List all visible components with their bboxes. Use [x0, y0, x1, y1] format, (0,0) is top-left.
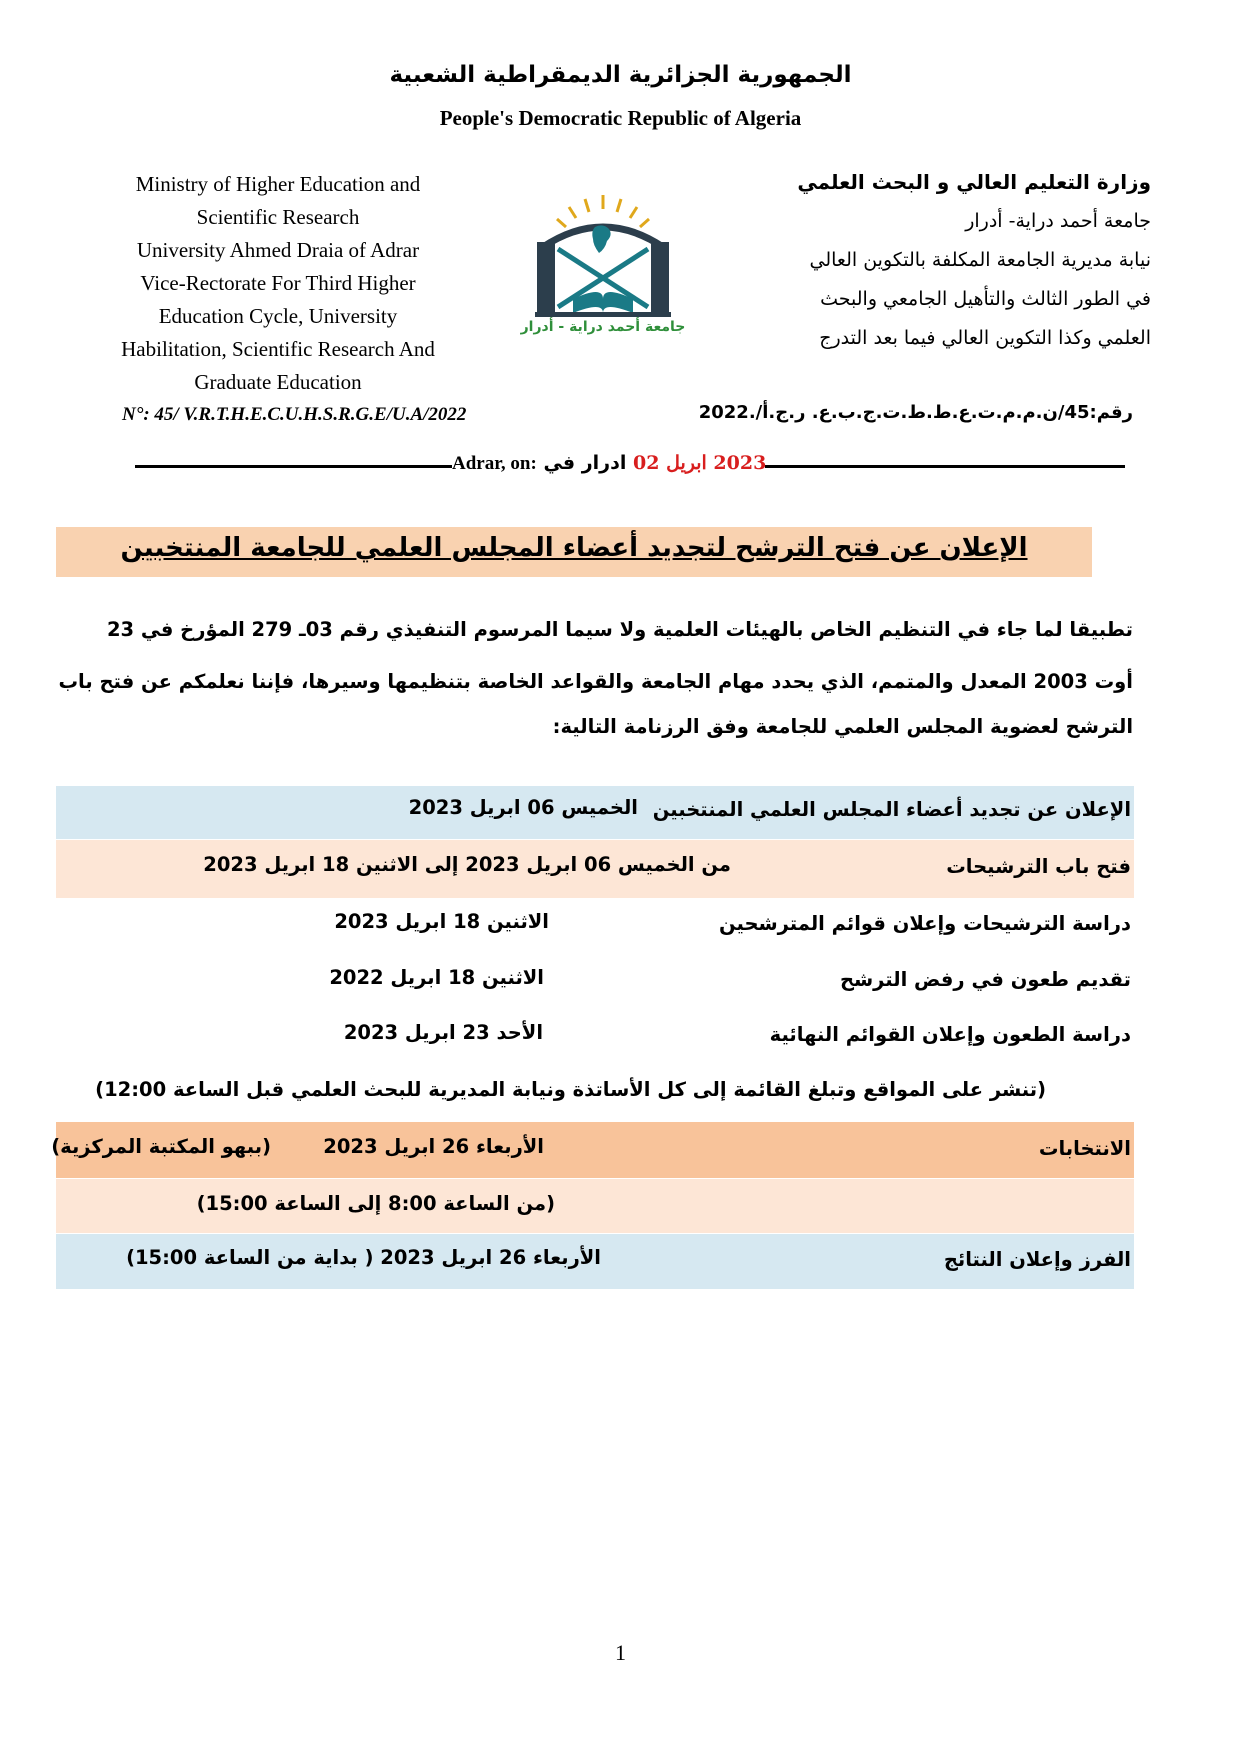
page-number: 1: [615, 1640, 626, 1665]
arabic-line: جامعة أحمد دراية- أدرار: [965, 210, 1151, 232]
intro-paragraph-line: الترشح لعضوية المجلس العلمي للجامعة وفق الرزنامة التالية:: [552, 715, 1133, 738]
date-suffix: ادرار في: [543, 452, 627, 474]
announcement-title: الإعلان عن فتح الترشح لتجديد أعضاء المجلس العلمي للجامعة المنتخبين: [120, 533, 1028, 563]
schedule-date: الأحد 23 ابريل 2023: [343, 1021, 543, 1044]
arabic-ministry-block: [721, 163, 1151, 358]
divider-left: [135, 465, 452, 468]
elections-hours: (من الساعة 8:00 إلى الساعة 15:00): [196, 1192, 555, 1215]
schedule-label: دراسة الطعون وإعلان القوائم النهائية: [769, 1023, 1131, 1046]
english-line: Graduate Education: [194, 370, 362, 394]
english-line: Education Cycle, University: [158, 304, 398, 328]
arabic-state-title: الجمهورية الجزائرية الديمقراطية الشعبية: [389, 62, 852, 88]
arabic-line: العلمي وكذا التكوين العالي فيما بعد التدرج: [819, 327, 1151, 349]
english-line: Ministry of Higher Education and: [135, 172, 421, 196]
english-ministry-block: [78, 168, 478, 399]
arabic-line: في الطور الثالث والتأهيل الجامعي والبحث: [820, 288, 1151, 310]
results-label: الفرز وإعلان النتائج: [943, 1248, 1131, 1271]
arabic-line: وزارة التعليم العالي و البحث العلمي: [797, 170, 1151, 194]
reference-number-english: N°: 45/ V.R.T.H.E.C.U.H.S.R.G.E/U.A/2022: [122, 404, 467, 425]
english-line: University Ahmed Draia of Adrar: [136, 238, 420, 262]
schedule-label: دراسة الترشيحات وإعلان قوائم المترشحين: [718, 912, 1131, 935]
english-line: Scientific Research: [196, 205, 360, 229]
publication-note: (تنشر على المواقع وتبلغ القائمة إلى كل الأساتذة ونيابة المديرية للبحث العلمي قبل الساعة 12:00): [95, 1078, 1046, 1101]
elections-label: الانتخابات: [1038, 1137, 1131, 1160]
english-line: Habilitation, Scientific Research And: [121, 337, 435, 361]
schedule-date: الاثنين 18 ابريل 2022: [329, 966, 544, 989]
intro-paragraph-line: تطبيقا لما جاء في التنظيم الخاص بالهيئات العلمية ولا سيما المرسوم التنفيذي رقم 03ـ 279 المؤرخ في 23: [106, 618, 1133, 641]
english-state-title: People's Democratic Republic of Algeria: [439, 106, 802, 130]
schedule-label: تقديم طعون في رفض الترشح: [839, 968, 1131, 991]
schedule-date: الاثنين 18 ابريل 2023: [334, 910, 549, 933]
english-line: Vice-Rectorate For Third Higher: [140, 271, 416, 295]
logo-caption: جامعة أحمد دراية - أدرار: [520, 319, 686, 335]
university-logo-icon: [513, 187, 693, 347]
intro-paragraph-line: أوت 2003 المعدل والمتمم، الذي يحدد مهام الجامعة والقواعد الخاصة بتنظيمها وسيرها، فإننا نعلمكم عن فتح باب: [58, 670, 1133, 693]
date-prefix: Adrar, on:: [452, 453, 537, 474]
elections-date: الأربعاء 26 ابريل 2023: [323, 1135, 544, 1158]
schedule-label: الإعلان عن تجديد أعضاء المجلس العلمي المنتخبين: [652, 798, 1131, 821]
schedule-date: الخميس 06 ابريل 2023: [408, 796, 638, 819]
date-value: 2023 ابريل 02: [633, 452, 767, 474]
results-date: الأربعاء 26 ابريل 2023 ( بداية من الساعة 15:00): [126, 1246, 601, 1269]
schedule-label: فتح باب الترشيحات: [946, 855, 1131, 878]
arabic-line: نيابة مديرية الجامعة المكلفة بالتكوين العالي: [809, 249, 1151, 271]
date-line: [452, 452, 765, 475]
elections-place: (ببهو المكتبة المركزية): [51, 1135, 271, 1158]
reference-number-arabic: رقم:45/ن.م.م.ت.ع.ط.ط.ت.ج.ب.ع. ر.ج.أ/.2022: [698, 402, 1133, 423]
divider-right: [765, 465, 1125, 468]
schedule-date: من الخميس 06 ابريل 2023 إلى الاثنين 18 ابريل 2023: [203, 853, 731, 876]
